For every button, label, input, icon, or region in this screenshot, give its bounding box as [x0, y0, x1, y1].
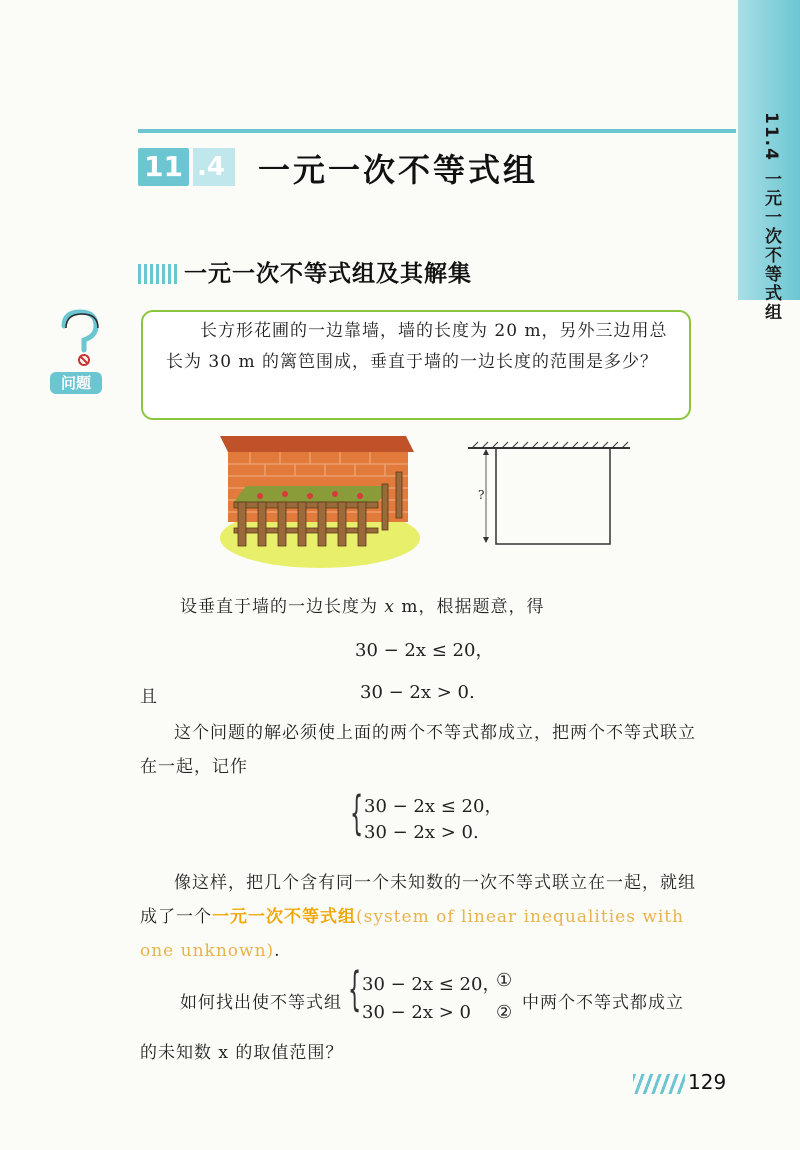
subsection-bars-icon: [138, 264, 178, 284]
p4-text-b: 中两个不等式都成立: [522, 993, 684, 1013]
system-2-line-1: 30 − 2x ≤ 20，: [362, 974, 501, 995]
garden-illustration: [210, 428, 420, 570]
system-brace-2: {: [348, 962, 362, 1016]
subsection-title: 一元一次不等式组及其解集: [184, 261, 472, 287]
section-number-main: 11: [138, 148, 189, 186]
inequality-1: 30 − 2x ≤ 20，: [355, 640, 494, 661]
p1-text-b: m，根据题意，得: [395, 597, 545, 617]
p4-text-c: 的未知数 x 的取值范围？: [140, 1043, 344, 1063]
and-word: 且: [140, 687, 158, 707]
section-title: 一元一次不等式组: [258, 151, 539, 189]
system-1-line-1: 30 − 2x ≤ 20，: [364, 796, 503, 817]
p1-var: x: [384, 597, 395, 617]
p3-text: 像这样，把几个含有同一个未知数的一次不等式联立在一起，就组成了一个: [140, 873, 696, 927]
system-brace-1: {: [350, 786, 364, 840]
p3-end: .: [274, 941, 281, 961]
key-term-english: (system of linear inequalities with one unknown): [140, 907, 685, 961]
question-label: 问题: [50, 372, 102, 394]
page-number-bars-icon: [633, 1074, 685, 1094]
header-rule: [138, 129, 736, 133]
inequality-2: 30 − 2x > 0.: [360, 682, 475, 703]
side-tab-label: 11.4 一元一次不等式组: [761, 112, 781, 322]
question-mark-icon: [50, 308, 110, 368]
question-text: 长方形花圃的一边靠墙，墙的长度为 20 m，另外三边用总长为 30 m 的篱笆围成，垂直于墙的一边长度的范围是多少？: [166, 321, 668, 372]
p4-text-a: 如何找出使不等式组: [180, 993, 342, 1013]
page-number: 129: [688, 1070, 727, 1094]
circle-mark-2: ②: [496, 1002, 513, 1023]
system-2-line-2: 30 − 2x > 0: [362, 1002, 472, 1023]
paragraph-setup: [180, 592, 545, 617]
key-term: 一元一次不等式组: [212, 907, 356, 927]
rectangle-wall-diagram: [466, 440, 636, 550]
system-1-line-2: 30 − 2x > 0.: [364, 822, 479, 843]
diagram-unknown-label: ?: [478, 488, 485, 502]
circle-mark-1: ①: [496, 970, 513, 991]
paragraph-definition: [140, 866, 700, 968]
paragraph-combine: 这个问题的解必须使上面的两个不等式都成立，把两个不等式联立在一起，记作: [140, 723, 696, 777]
p1-text-a: 设垂直于墙的一边长度为: [180, 597, 385, 617]
section-number-badge: [138, 148, 235, 186]
section-number-sub: .4: [193, 148, 235, 186]
